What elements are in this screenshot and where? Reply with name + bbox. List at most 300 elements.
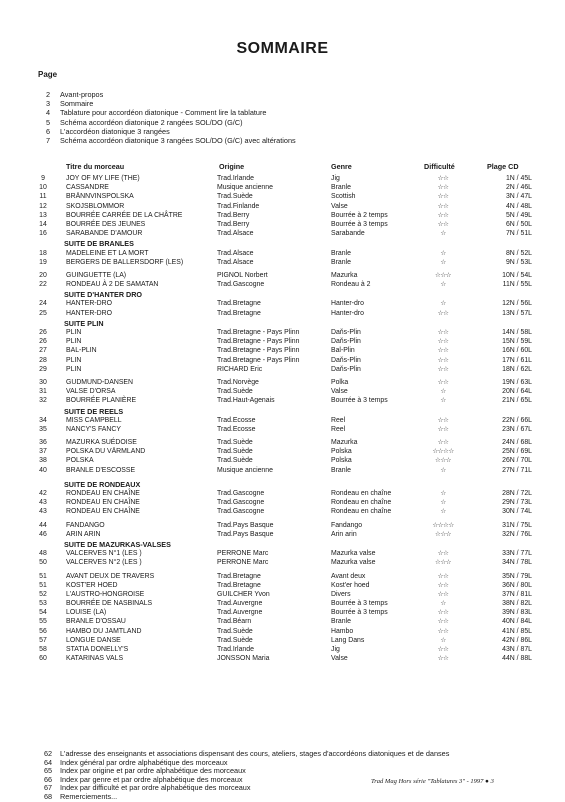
tune-genre: Valse	[331, 655, 348, 663]
tune-origin: Trad.Finlande	[217, 202, 260, 210]
tune-genre: Branle	[331, 249, 351, 257]
cd-track: 43N / 87L	[502, 646, 532, 653]
tune-title: BOURRÉE CARRÉE DE LA CHÂTRE	[66, 211, 183, 219]
table-row	[0, 466, 565, 475]
front-matter-page-number: 7	[45, 136, 51, 146]
back-matter-text: L'adresse des enseignants et associations dispensant des cours, ateliers, stages d'accordéons diatoniques et de danses	[60, 749, 450, 758]
difficulty-stars: ☆	[440, 636, 446, 644]
header-plage: Plage CD	[487, 162, 519, 171]
tune-origin: Trad.Irlande	[217, 175, 254, 182]
front-matter-item	[36, 108, 296, 117]
tune-origin: Trad.Béarn	[217, 618, 252, 626]
tune-genre: Bourrée à 3 temps	[331, 220, 388, 228]
back-matter-item	[36, 793, 449, 802]
front-matter-text: Schéma accordéon diatonique 2 rangées SOL/DO (G/C)	[60, 117, 243, 127]
tune-origin: Trad.Alsace	[217, 258, 254, 266]
difficulty-stars: ☆	[440, 397, 446, 405]
tune-title: POLSKA	[66, 457, 94, 465]
back-matter-page-number: 62	[43, 749, 53, 758]
tune-title: MADELEINE ET LA MORT	[66, 249, 149, 257]
page-number: 16	[39, 230, 47, 238]
tune-title: GUDMUND-DANSEN	[66, 378, 133, 386]
cd-track: 25N / 69L	[502, 448, 532, 456]
page-number: 36	[39, 439, 47, 447]
tune-title: ARIN ARIN	[66, 530, 101, 538]
table-row	[0, 636, 565, 645]
tune-title: BOURRÉE PLANIÈRE	[66, 397, 137, 405]
tune-title: LONGUE DANSE	[66, 636, 121, 644]
tune-title: SARABANDE D'AMOUR	[66, 230, 143, 238]
tune-title: PLIN	[66, 356, 82, 364]
cd-track: 21N / 65L	[502, 397, 532, 405]
cd-track: 20N / 64L	[502, 388, 532, 396]
tune-genre: Hanter-dro	[331, 300, 364, 308]
tune-origin: Trad.Bretagne	[217, 300, 261, 308]
tune-origin: PIGNOL Norbert	[217, 271, 268, 279]
tune-title: BOURRÉE DE NASBINALS	[66, 600, 153, 608]
difficulty-stars: ☆☆	[437, 581, 449, 589]
tune-genre: Fandango	[331, 521, 363, 529]
tune-genre: Jig	[331, 646, 340, 653]
page-number: 42	[39, 490, 47, 497]
tune-title: BAL-PLIN	[66, 347, 97, 355]
tune-title: PLIN	[66, 338, 82, 346]
table-row	[0, 280, 565, 289]
difficulty-stars: ☆☆	[437, 550, 449, 558]
cd-track: 14N / 58L	[502, 329, 532, 336]
cd-track: 22N / 66L	[502, 416, 532, 424]
back-matter-text: Index par difficulté et par ordre alphabétique des morceaux	[60, 783, 251, 793]
table-row	[0, 192, 565, 201]
table-row	[0, 549, 565, 558]
cd-track: 10N / 54L	[502, 271, 532, 279]
page-number: 57	[39, 636, 47, 644]
tune-origin: Musique ancienne	[217, 466, 273, 474]
tune-genre: Jig	[331, 175, 340, 182]
tune-origin: Trad.Suède	[217, 193, 253, 201]
tune-title: HANTER-DRO	[66, 300, 112, 308]
front-matter-list	[36, 90, 296, 145]
front-matter-item	[36, 118, 296, 127]
header-origin: Origine	[219, 162, 245, 171]
front-matter-page-number: 4	[45, 108, 51, 118]
tune-origin: Trad.Alsace	[217, 249, 254, 257]
tune-genre: Rondeau en chaîne	[331, 499, 392, 507]
tune-genre: Bourrée à 3 temps	[331, 397, 388, 405]
difficulty-stars: ☆☆	[437, 425, 449, 433]
tune-origin: Trad.Pays Basque	[217, 530, 274, 538]
page-number: 38	[39, 457, 47, 465]
table-row	[0, 590, 565, 599]
table-row	[0, 645, 565, 654]
tune-title: BERGERS DE BALLERSDORF (LES)	[66, 258, 184, 266]
tune-origin: Trad.Irlande	[217, 646, 254, 653]
tune-origin: Musique ancienne	[217, 184, 273, 192]
page-number: 34	[39, 416, 47, 424]
cd-track: 38N / 82L	[502, 600, 532, 608]
page-number: 46	[39, 530, 47, 538]
cd-track: 2N / 46L	[505, 184, 532, 192]
difficulty-stars: ☆☆	[437, 590, 449, 598]
tune-origin: Trad.Bretagne	[217, 581, 261, 589]
front-matter-page-number: 5	[45, 117, 51, 127]
table-row	[0, 183, 565, 192]
table-row	[0, 378, 565, 387]
difficulty-stars: ☆☆☆☆	[432, 448, 454, 456]
difficulty-stars: ☆☆☆	[435, 530, 451, 538]
table-row	[0, 356, 565, 365]
difficulty-stars: ☆☆	[437, 309, 449, 317]
tune-genre: Mazurka valse	[331, 559, 376, 567]
table-row	[0, 558, 565, 567]
table-row	[0, 396, 565, 405]
difficulty-stars: ☆	[440, 508, 446, 516]
tune-origin: Trad.Berry	[217, 211, 250, 219]
tune-genre: Arin arin	[331, 530, 357, 538]
tune-genre: Avant deux	[331, 572, 366, 580]
table-row	[0, 346, 565, 355]
cd-track: 6N / 50L	[505, 220, 532, 228]
tune-genre: Valse	[331, 388, 348, 396]
table-row	[0, 489, 565, 498]
table-row	[0, 608, 565, 617]
back-matter-list	[36, 750, 449, 802]
tune-genre: Daňs-Plin	[331, 365, 361, 373]
table-row	[0, 387, 565, 396]
front-matter-text: Sommaire	[60, 99, 94, 109]
difficulty-stars: ☆☆	[437, 329, 449, 336]
tune-genre: Sarabande	[331, 230, 365, 238]
page-number: 40	[39, 466, 47, 474]
table-row	[0, 627, 565, 636]
page-number: 50	[39, 559, 47, 567]
difficulty-stars: ☆	[440, 230, 446, 238]
table-row	[0, 365, 565, 374]
table-row	[0, 654, 565, 663]
page-number: 27	[39, 347, 47, 355]
tune-genre: Branle	[331, 618, 351, 626]
page-number: 48	[39, 550, 47, 558]
page-number: 26	[39, 329, 47, 336]
table-row	[0, 299, 565, 308]
table-row	[0, 530, 565, 539]
difficulty-stars: ☆☆☆☆	[432, 521, 454, 529]
tune-origin: PERRONE Marc	[217, 550, 269, 558]
back-matter-page-number: 68	[43, 791, 53, 801]
difficulty-stars: ☆☆	[437, 618, 449, 626]
page-number: 20	[39, 271, 47, 279]
cd-track: 27N / 71L	[502, 466, 532, 474]
tune-origin: Trad.Suède	[217, 388, 253, 396]
table-row	[0, 599, 565, 608]
tune-genre: Rondeau en chaîne	[331, 490, 392, 497]
tune-genre: Rondeau à 2	[331, 281, 371, 289]
front-matter-item	[36, 99, 296, 108]
table-row	[0, 572, 565, 581]
table-row	[0, 521, 565, 530]
tune-title: BRANLE D'OSSAU	[66, 618, 126, 626]
cd-track: 39N / 83L	[502, 609, 532, 617]
tune-title: SKOJSBLOMMOR	[66, 202, 125, 210]
table-row	[0, 617, 565, 626]
page-number: 25	[39, 309, 47, 317]
page-number: 51	[39, 581, 47, 589]
tune-title: VALSE D'ORSA	[66, 388, 116, 396]
page-number: 35	[39, 425, 47, 433]
tune-title: BRANLE D'ESCOSSE	[66, 466, 136, 474]
difficulty-stars: ☆☆☆	[435, 559, 451, 567]
page-number: 26	[39, 338, 47, 346]
tune-genre: Mazurka	[331, 439, 358, 447]
difficulty-stars: ☆☆	[437, 365, 449, 373]
tune-genre: Hambo	[331, 627, 354, 635]
tune-origin: Trad.Alsace	[217, 230, 254, 238]
tune-genre: Reel	[331, 425, 346, 433]
difficulty-stars: ☆☆	[437, 416, 449, 424]
front-matter-text: L'accordéon diatonique 3 rangées	[60, 126, 170, 136]
header-title: Titre du morceau	[66, 162, 125, 171]
cd-track: 29N / 73L	[502, 499, 532, 507]
tune-origin: Trad.Pays Basque	[217, 521, 274, 529]
table-row	[0, 438, 565, 447]
tune-title: FANDANGO	[66, 521, 105, 529]
page-number: 29	[39, 365, 47, 373]
tune-title: CASSANDRE	[66, 184, 109, 192]
back-matter-text: Index général par ordre alphabétique des morceaux	[60, 757, 228, 767]
table-row	[0, 309, 565, 318]
tune-origin: Trad.Norvège	[217, 378, 259, 386]
cd-track: 17N / 61L	[502, 356, 532, 364]
tune-title: KATARINAS VALS	[66, 655, 124, 663]
difficulty-stars: ☆☆	[437, 175, 449, 182]
page-title: SOMMAIRE	[236, 40, 329, 57]
difficulty-stars: ☆☆	[437, 211, 449, 219]
table-row	[0, 581, 565, 590]
tune-genre: Daňs-Plin	[331, 356, 361, 364]
cd-track: 1N / 45L	[505, 175, 532, 182]
cd-track: 37N / 81L	[502, 590, 532, 598]
table-row	[0, 447, 565, 456]
tune-title: GUINGUETTE (LA)	[66, 271, 127, 279]
back-matter-page-number: 65	[43, 766, 53, 776]
tune-genre: Bourrée à 3 temps	[331, 609, 388, 617]
page-number: 56	[39, 627, 47, 635]
tune-genre: Bal-Plin	[331, 347, 355, 355]
page-number: 19	[39, 258, 47, 266]
table-row	[0, 211, 565, 220]
cd-track: 12N / 56L	[502, 300, 532, 308]
page-number: 58	[39, 646, 47, 653]
table-row	[0, 220, 565, 229]
table-row	[0, 328, 565, 337]
tune-genre: Hanter-dro	[331, 309, 364, 317]
tune-title: MAZURKA SUÉDOISE	[66, 439, 137, 447]
cd-track: 40N / 84L	[502, 618, 532, 626]
tune-title: JOY OF MY LIFE (THE)	[66, 175, 140, 182]
cd-track: 36N / 80L	[502, 581, 532, 589]
page-number: 24	[39, 300, 47, 308]
difficulty-stars: ☆☆	[437, 184, 449, 192]
tune-title: HAMBO DU JAMTLAND	[66, 627, 142, 635]
tune-title: STATIA DONELLY'S	[66, 646, 129, 653]
page-number: 28	[39, 356, 47, 364]
tune-origin: Trad.Suède	[217, 627, 253, 635]
page-number: 11	[39, 193, 47, 201]
difficulty-stars: ☆☆	[437, 220, 449, 228]
cd-track: 30N / 74L	[502, 508, 532, 516]
tune-genre: Mazurka	[331, 271, 358, 279]
cd-track: 41N / 85L	[502, 627, 532, 635]
cd-track: 3N / 47L	[505, 193, 532, 201]
page-number: 44	[39, 521, 47, 529]
tune-origin: Trad.Suède	[217, 457, 253, 465]
tune-genre: Branle	[331, 184, 351, 192]
page-number: 43	[39, 508, 47, 516]
tune-origin: Trad.Bretagne - Pays Plinn	[217, 356, 300, 364]
difficulty-stars: ☆☆	[437, 347, 449, 355]
page-number: 51	[39, 572, 47, 580]
front-matter-item	[36, 136, 296, 145]
section-heading: SUITE DE REELS	[64, 406, 124, 416]
cd-track: 18N / 62L	[502, 365, 532, 373]
tune-origin: Trad.Bretagne	[217, 309, 261, 317]
tune-origin: PERRONE Marc	[217, 559, 269, 567]
tune-title: BOURRÉE DES JEUNES	[66, 220, 146, 228]
tune-origin: Trad.Suède	[217, 636, 253, 644]
tune-title: AVANT DEUX DE TRAVERS	[66, 572, 155, 580]
cd-track: 9N / 53L	[505, 258, 532, 266]
tune-origin: Trad.Suède	[217, 439, 253, 447]
tune-origin: JONSSON Maria	[217, 655, 270, 663]
front-matter-page-number: 6	[45, 126, 51, 136]
section-heading: SUITE DE BRANLES	[64, 239, 134, 249]
page-number: 43	[39, 499, 47, 507]
tune-title: RONDEAU EN CHAÎNE	[66, 499, 140, 507]
difficulty-stars: ☆☆☆	[435, 271, 451, 279]
page-number: 30	[39, 378, 47, 386]
table-row	[0, 271, 565, 280]
table-row	[0, 229, 565, 238]
table-row	[0, 202, 565, 211]
page-number: 18	[39, 249, 47, 257]
cd-track: 8N / 52L	[505, 249, 532, 257]
cd-track: 33N / 77L	[502, 550, 532, 558]
tune-genre: Scottish	[331, 193, 356, 201]
tune-origin: GUILCHER Yvon	[217, 590, 270, 598]
difficulty-stars: ☆☆	[437, 655, 449, 663]
tune-title: RONDEAU EN CHAÎNE	[66, 490, 140, 497]
difficulty-stars: ☆☆☆	[435, 457, 451, 465]
cd-track: 32N / 76L	[502, 530, 532, 538]
difficulty-stars: ☆	[440, 258, 446, 266]
difficulty-stars: ☆	[440, 281, 446, 289]
tune-genre: Polka	[331, 378, 349, 386]
difficulty-stars: ☆☆	[437, 439, 449, 447]
tune-title: VALCERVES N°1 (LES )	[66, 550, 142, 558]
tune-origin: Trad.Bretagne - Pays Plinn	[217, 338, 300, 346]
tune-title: BRÄNNVINSPOLSKA	[66, 193, 134, 201]
tune-title: NANCY'S FANCY	[66, 425, 121, 433]
difficulty-stars: ☆	[440, 300, 446, 308]
page-footer: Trad Mag Hors série "Tablatures 3" - 1997 ● 3	[371, 778, 494, 785]
tune-origin: RICHARD Eric	[217, 365, 263, 373]
tune-origin: Trad.Berry	[217, 220, 250, 228]
page-number: 14	[39, 220, 47, 228]
back-matter-text: Index par origine et par ordre alphabétique des morceaux	[60, 766, 246, 776]
difficulty-stars: ☆☆	[437, 572, 449, 580]
table-row	[0, 416, 565, 425]
tune-origin: Trad.Bretagne - Pays Plinn	[217, 347, 300, 355]
tune-origin: Trad.Bretagne - Pays Plinn	[217, 329, 300, 336]
tune-origin: Trad.Gascogne	[217, 281, 265, 289]
front-matter-page-number: 2	[45, 90, 51, 99]
tune-genre: Branle	[331, 258, 351, 266]
tune-title: VALCERVES N°2 (LES )	[66, 559, 142, 567]
section-heading: SUITE D'HANTER DRO	[64, 290, 142, 300]
tune-title: MISS CAMPBELL	[66, 416, 122, 424]
page-number: 53	[39, 600, 47, 608]
tune-genre: Rondeau en chaîne	[331, 508, 392, 516]
cd-track: 34N / 78L	[502, 559, 532, 567]
tune-genre: Lang Dans	[331, 636, 365, 644]
cd-track: 28N / 72L	[502, 490, 532, 497]
tune-genre: Polska	[331, 457, 352, 465]
tune-origin: Trad.Haut-Agenais	[217, 397, 275, 405]
tune-title: RONDEAU À 2 DE SAMATAN	[66, 281, 159, 289]
cd-track: 44N / 88L	[502, 655, 532, 663]
front-matter-page-number: 3	[45, 99, 51, 109]
table-row	[0, 258, 565, 267]
cd-track: 16N / 60L	[502, 347, 532, 355]
difficulty-stars: ☆☆	[437, 202, 449, 210]
cd-track: 19N / 63L	[502, 378, 532, 386]
tune-genre: Daňs-Plin	[331, 329, 361, 336]
table-row	[0, 498, 565, 507]
page-number: 10	[39, 184, 47, 192]
page-number: 54	[39, 609, 47, 617]
front-matter-text: Schéma accordéon diatonique 3 rangées SOL/DO (G/C) avec altérations	[60, 136, 296, 146]
page-number: 9	[41, 175, 45, 182]
front-matter-item	[36, 127, 296, 136]
tune-genre: Polska	[331, 448, 352, 456]
cd-track: 35N / 79L	[502, 572, 532, 580]
difficulty-stars: ☆☆	[437, 646, 449, 653]
table-row	[0, 507, 565, 516]
cd-track: 5N / 49L	[505, 211, 532, 219]
tune-origin: Trad.Auvergne	[217, 600, 263, 608]
tune-genre: Divers	[331, 590, 351, 598]
tune-genre: Daňs-Plin	[331, 338, 361, 346]
front-matter-text: Avant-propos	[60, 90, 104, 99]
tune-genre: Bourrée à 3 temps	[331, 600, 388, 608]
tune-origin: Trad.Bretagne	[217, 572, 261, 580]
difficulty-stars: ☆☆	[437, 609, 449, 617]
table-row	[0, 337, 565, 346]
difficulty-stars: ☆☆	[437, 193, 449, 201]
front-matter-text: Tablature pour accordéon diatonique - Comment lire la tablature	[60, 108, 267, 118]
cd-track: 13N / 57L	[502, 309, 532, 317]
page-number: 55	[39, 618, 47, 626]
back-matter-page-number: 66	[43, 774, 53, 784]
section-heading: SUITE DE RONDEAUX	[64, 479, 141, 489]
difficulty-stars: ☆☆	[437, 356, 449, 364]
page-number: 12	[39, 202, 47, 210]
difficulty-stars: ☆	[440, 490, 446, 497]
section-heading: SUITE PLIN	[64, 318, 104, 328]
tune-origin: Trad.Gascogne	[217, 508, 265, 516]
tune-genre: Bourrée à 2 temps	[331, 211, 388, 219]
cd-track: 31N / 75L	[502, 521, 532, 529]
